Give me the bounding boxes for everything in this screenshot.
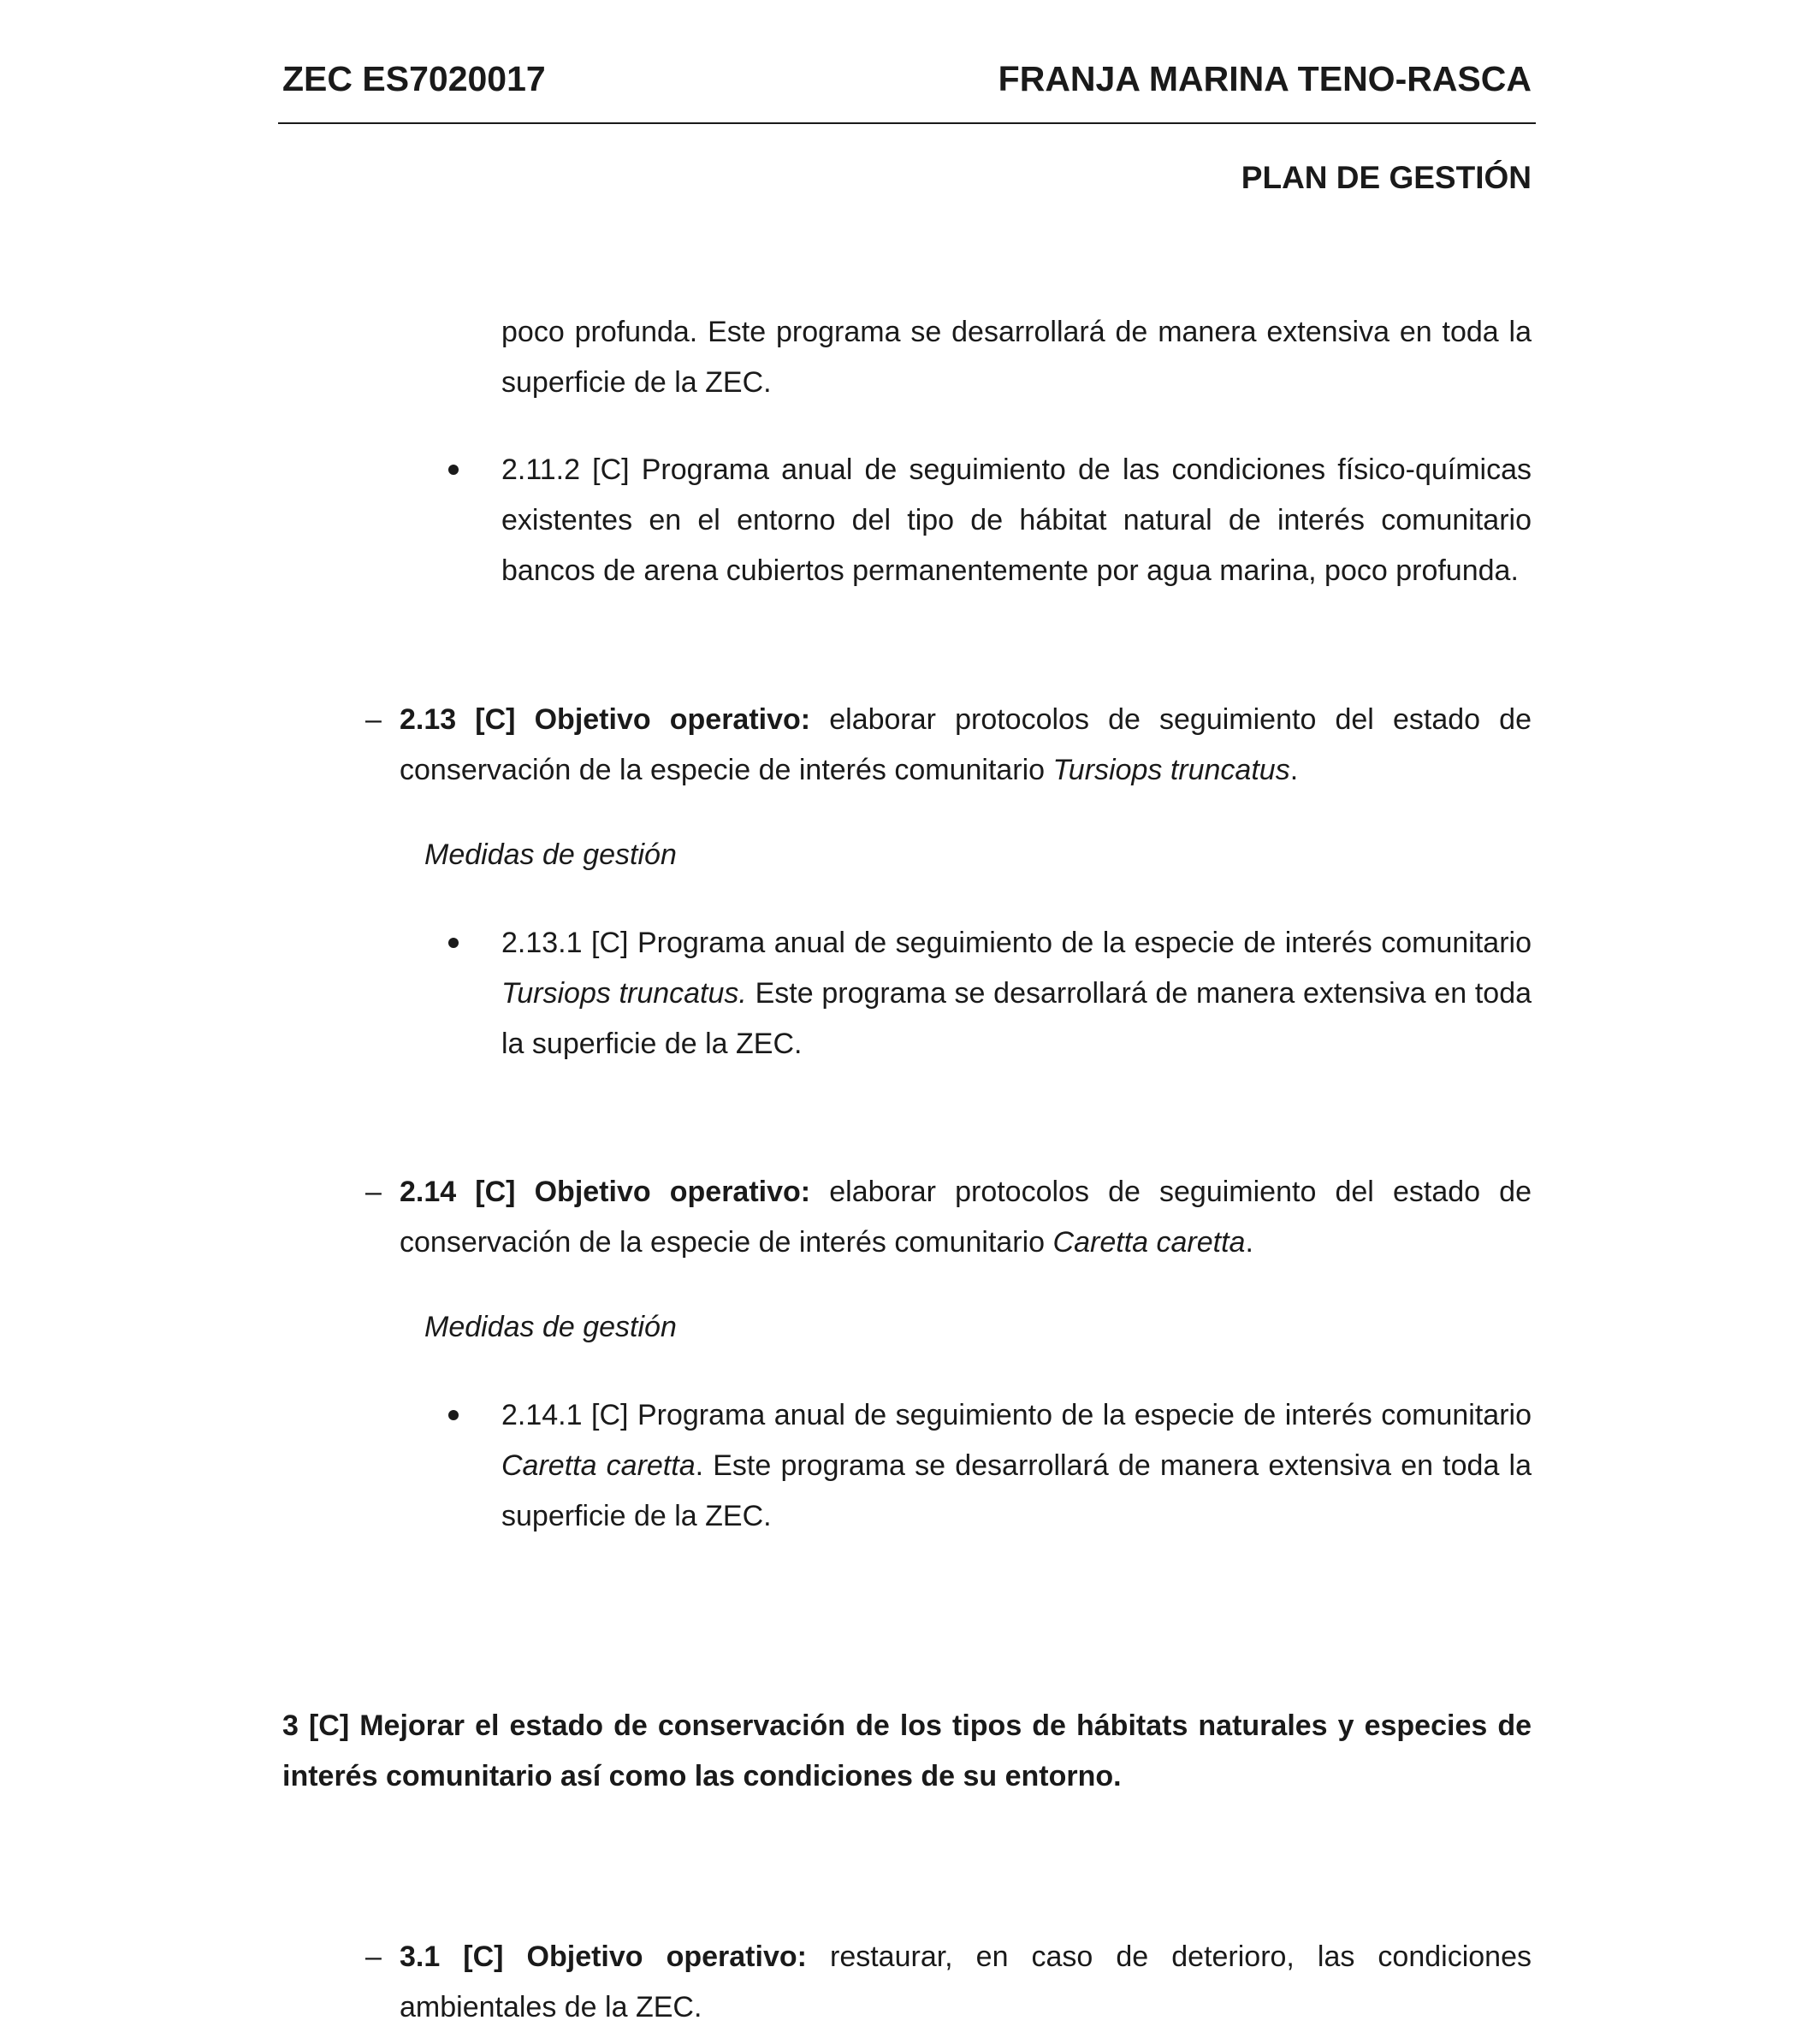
species-name: Tursiops truncatus. bbox=[501, 977, 747, 1010]
objective-text: restaurar, en caso de deterioro, las condiciones ambientales de la ZEC. bbox=[400, 1940, 1532, 2023]
measure-2-14-1 bbox=[501, 1390, 1532, 1542]
bullet-icon bbox=[448, 1410, 459, 1420]
dash-marker: – bbox=[365, 703, 382, 736]
measure-text: 2.14.1 [C] Programa anual de seguimiento de la especie de interés comunitario bbox=[501, 1399, 1532, 1431]
measure-text: Este programa se desarrollará de manera extensiva en toda la superficie de la ZEC. bbox=[501, 977, 1532, 1060]
main-objective-3: 3 [C] Mejorar el estado de conservación de los tipos de hábitats naturales y especies de interés comunitario así como las condiciones de su entorno. bbox=[282, 1709, 1532, 1792]
objective-text: elaborar protocolos de seguimiento del estado de conservación de la especie de interés comunitario bbox=[400, 1176, 1532, 1259]
measure-2-11-2: 2.11.2 [C] Programa anual de seguimiento de las condiciones físico-químicas existentes en el entorno del tipo de hábitat natural de interés comunitario bancos de arena cubiertos permanentemente por agua marina, poco profunda. bbox=[501, 453, 1532, 587]
measure-text: . Este programa se desarrollará de manera extensiva en toda la superficie de la ZEC. bbox=[501, 1449, 1532, 1532]
dash-marker: – bbox=[365, 1940, 382, 1973]
objective-label: 3.1 [C] Objetivo operativo: bbox=[400, 1940, 807, 1973]
objective-3-1 bbox=[400, 1932, 1532, 2033]
page-header bbox=[282, 53, 1532, 104]
document-subtitle: PLAN DE GESTIÓN bbox=[1241, 160, 1532, 195]
medidas-heading: Medidas de gestión bbox=[424, 1311, 677, 1343]
objective-end: . bbox=[1289, 754, 1299, 786]
medidas-heading: Medidas de gestión bbox=[424, 838, 677, 871]
measure-2-13-1 bbox=[501, 918, 1532, 1069]
header-site-name: FRANJA MARINA TENO-RASCA bbox=[998, 59, 1532, 98]
species-name: Tursiops truncatus bbox=[1052, 754, 1290, 786]
continuation-paragraph: poco profunda. Este programa se desarrollará de manera extensiva en toda la superficie de la ZEC. bbox=[501, 316, 1532, 399]
objective-label: 2.13 [C] Objetivo operativo: bbox=[400, 703, 811, 736]
objective-text: elaborar protocolos de seguimiento del estado de conservación de la especie de interés comunitario bbox=[400, 703, 1532, 786]
species-name: Caretta caretta bbox=[1052, 1226, 1246, 1259]
bullet-icon bbox=[448, 465, 459, 475]
species-name: Caretta caretta bbox=[501, 1449, 696, 1482]
measure-text: 2.13.1 [C] Programa anual de seguimiento de la especie de interés comunitario bbox=[501, 927, 1532, 959]
objective-end: . bbox=[1245, 1226, 1253, 1259]
objective-2-14 bbox=[400, 1167, 1532, 1268]
dash-marker: – bbox=[365, 1176, 382, 1208]
header-site-code: ZEC ES7020017 bbox=[282, 59, 546, 98]
objective-2-13 bbox=[400, 695, 1532, 796]
header-divider bbox=[278, 122, 1536, 124]
bullet-icon bbox=[448, 938, 459, 948]
objective-label: 2.14 [C] Objetivo operativo: bbox=[400, 1176, 811, 1208]
